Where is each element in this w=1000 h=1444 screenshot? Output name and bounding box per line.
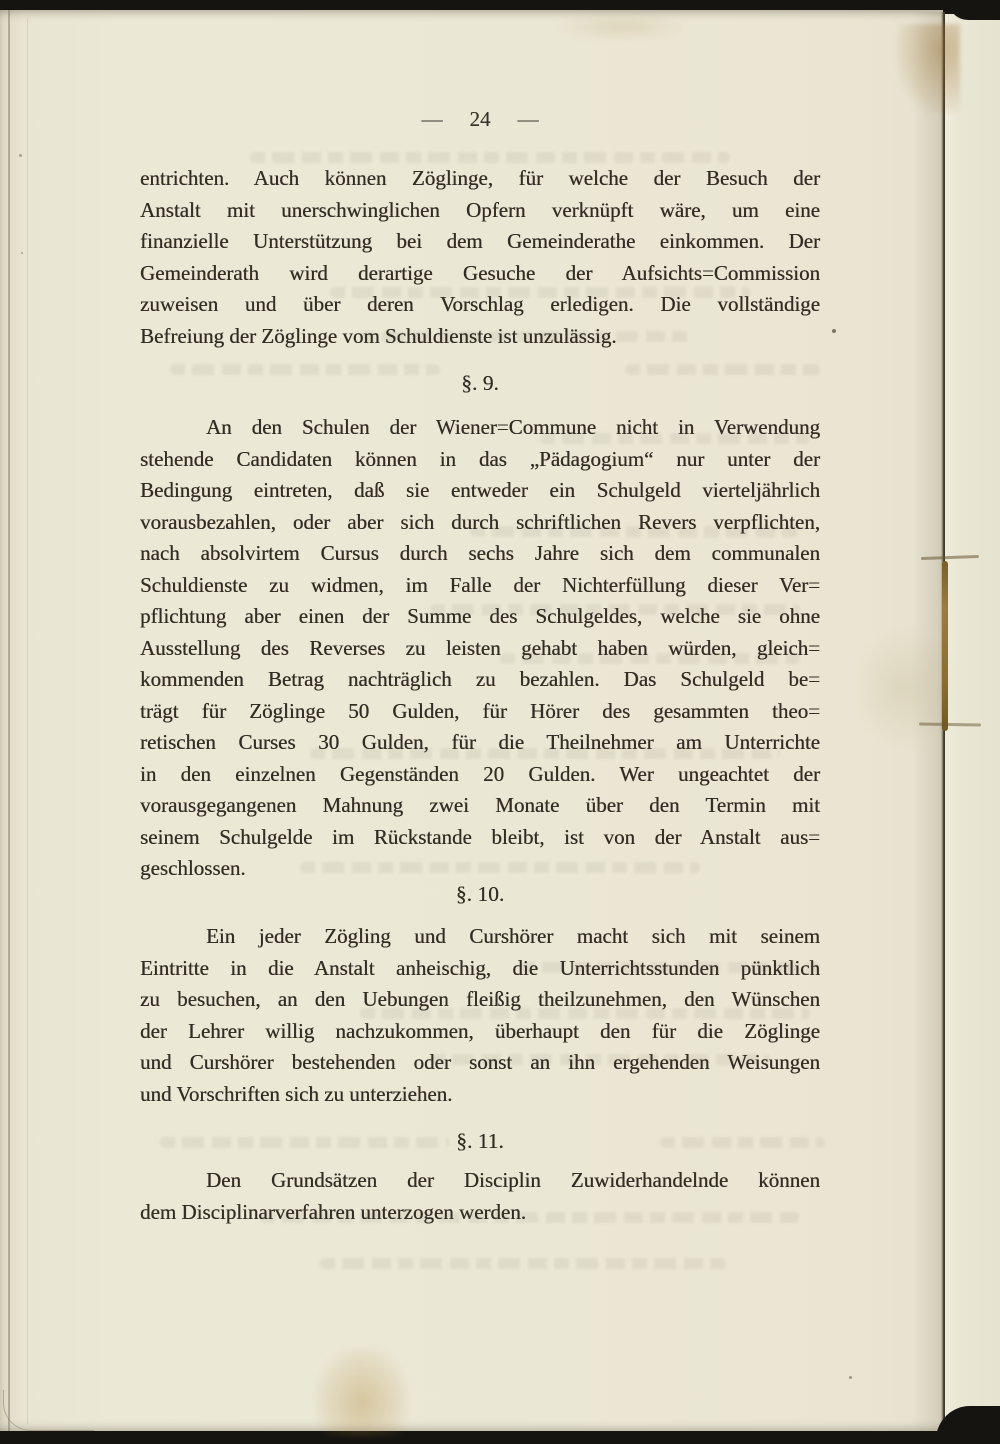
text-line: stehende Candidaten können in das „Pädagogium“ nur unter der — [140, 446, 820, 471]
stain — [556, 13, 686, 41]
show-through — [250, 152, 730, 163]
show-through — [320, 1258, 730, 1269]
text-line: zuweisen und über deren Vorschlag erledigen. Die vollständige — [140, 292, 820, 316]
text-line: trägt für Zöglinge 50 Gulden, für Hörer des gesammten theo= — [140, 698, 820, 723]
text-line: und Vorschriften sich zu unterziehen. — [140, 1081, 453, 1106]
text-line: vorausbezahlen, oder aber sich durch schriftlichen Revers verpflichten, — [140, 509, 820, 534]
text-line: Befreiung der Zöglinge vom Schuldienste ist unzulässig. — [140, 323, 617, 348]
text-line: in den einzelnen Gegenständen 20 Gulden. Wer ungeachtet der — [140, 761, 820, 786]
page-number-header — [140, 107, 820, 132]
text-line: Eintritte in die Anstalt anheischig, die Unterrichtsstunden pünktlich — [140, 955, 820, 980]
text-line: Bedingung eintreten, daß sie entweder ein Schulgeld vierteljährlich — [140, 478, 820, 502]
text-line: entrichten. Auch können Zöglinge, für welche der Besuch der — [140, 166, 820, 190]
text-line: vorausgegangenen Mahnung zwei Monate über den Termin mit — [140, 793, 820, 817]
foxing-speck — [849, 1376, 852, 1379]
paragraph-section-11 — [140, 1165, 820, 1228]
paragraph-intro — [140, 163, 820, 352]
text-line: der Lehrer willig nachzukommen, überhaupt den für die Zöglinge — [140, 1018, 820, 1043]
text-line: zu besuchen, an den Uebungen fleißig theilzunehmen, den Wünschen — [140, 987, 820, 1011]
text-line: Ausstellung des Reverses zu leisten gehabt haben würden, gleich= — [140, 635, 820, 660]
stain — [316, 1348, 408, 1436]
text-line: kommenden Betrag nachträglich zu bezahlen. Das Schulgeld be= — [140, 667, 820, 691]
page-corner-curl — [3, 1390, 94, 1431]
section-heading-11: §. 11. — [456, 1129, 504, 1153]
header-dash-right: — — [517, 107, 539, 131]
paragraph-section-9 — [140, 412, 820, 885]
text-line: und Curshörer bestehenden oder sonst an ihn ergehenden Weisungen — [140, 1050, 820, 1074]
foxing-speck — [832, 329, 836, 333]
section-heading-10: §. 10. — [455, 882, 505, 906]
foxing-speck — [21, 252, 23, 254]
paragraph-section-10 — [140, 921, 820, 1110]
text-line: Gemeinderath wird derartige Gesuche der Aufsichts=Commission — [140, 260, 820, 285]
text-line: finanzielle Unterstützung bei dem Gemeinderathe einkommen. Der — [140, 229, 820, 253]
header-dash-left: — — [421, 107, 443, 131]
text-line: Schuldienste zu widmen, im Falle der Nichterfüllung dieser Ver= — [140, 572, 820, 597]
text-line: Ein jeder Zögling und Curshörer macht sich mit seinem — [206, 924, 820, 948]
stain — [896, 24, 960, 114]
left-page-edge — [8, 10, 10, 1431]
text-line: retischen Curses 30 Gulden, für die Theilnehmer am Unterrichte — [140, 730, 820, 754]
text-line: nach absolvirtem Cursus durch sechs Jahre sich dem communalen — [140, 541, 820, 565]
text-line: An den Schulen der Wiener=Commune nicht in Verwendung — [206, 415, 820, 439]
text-line: geschlossen. — [140, 856, 246, 880]
text-line: Anstalt mit unerschwinglichen Opfern verknüpft wäre, um eine — [140, 197, 820, 222]
text-line: Den Grundsätzen der Disciplin Zuwiderhandelnde können — [206, 1168, 820, 1192]
text-line: dem Disciplinarverfahren unterzogen werden. — [140, 1199, 526, 1224]
stain — [852, 626, 956, 750]
left-page-edge-inner — [27, 18, 28, 1424]
section-heading-9: §. 9. — [461, 371, 499, 395]
page-number: 24 — [469, 107, 491, 131]
text-line: pflichtung aber einen der Summe des Schulgeldes, welche sie ohne — [140, 604, 820, 628]
foxing-speck — [19, 154, 22, 157]
text-line: seinem Schulgelde im Rückstande bleibt, ist von der Anstalt aus= — [140, 824, 820, 849]
